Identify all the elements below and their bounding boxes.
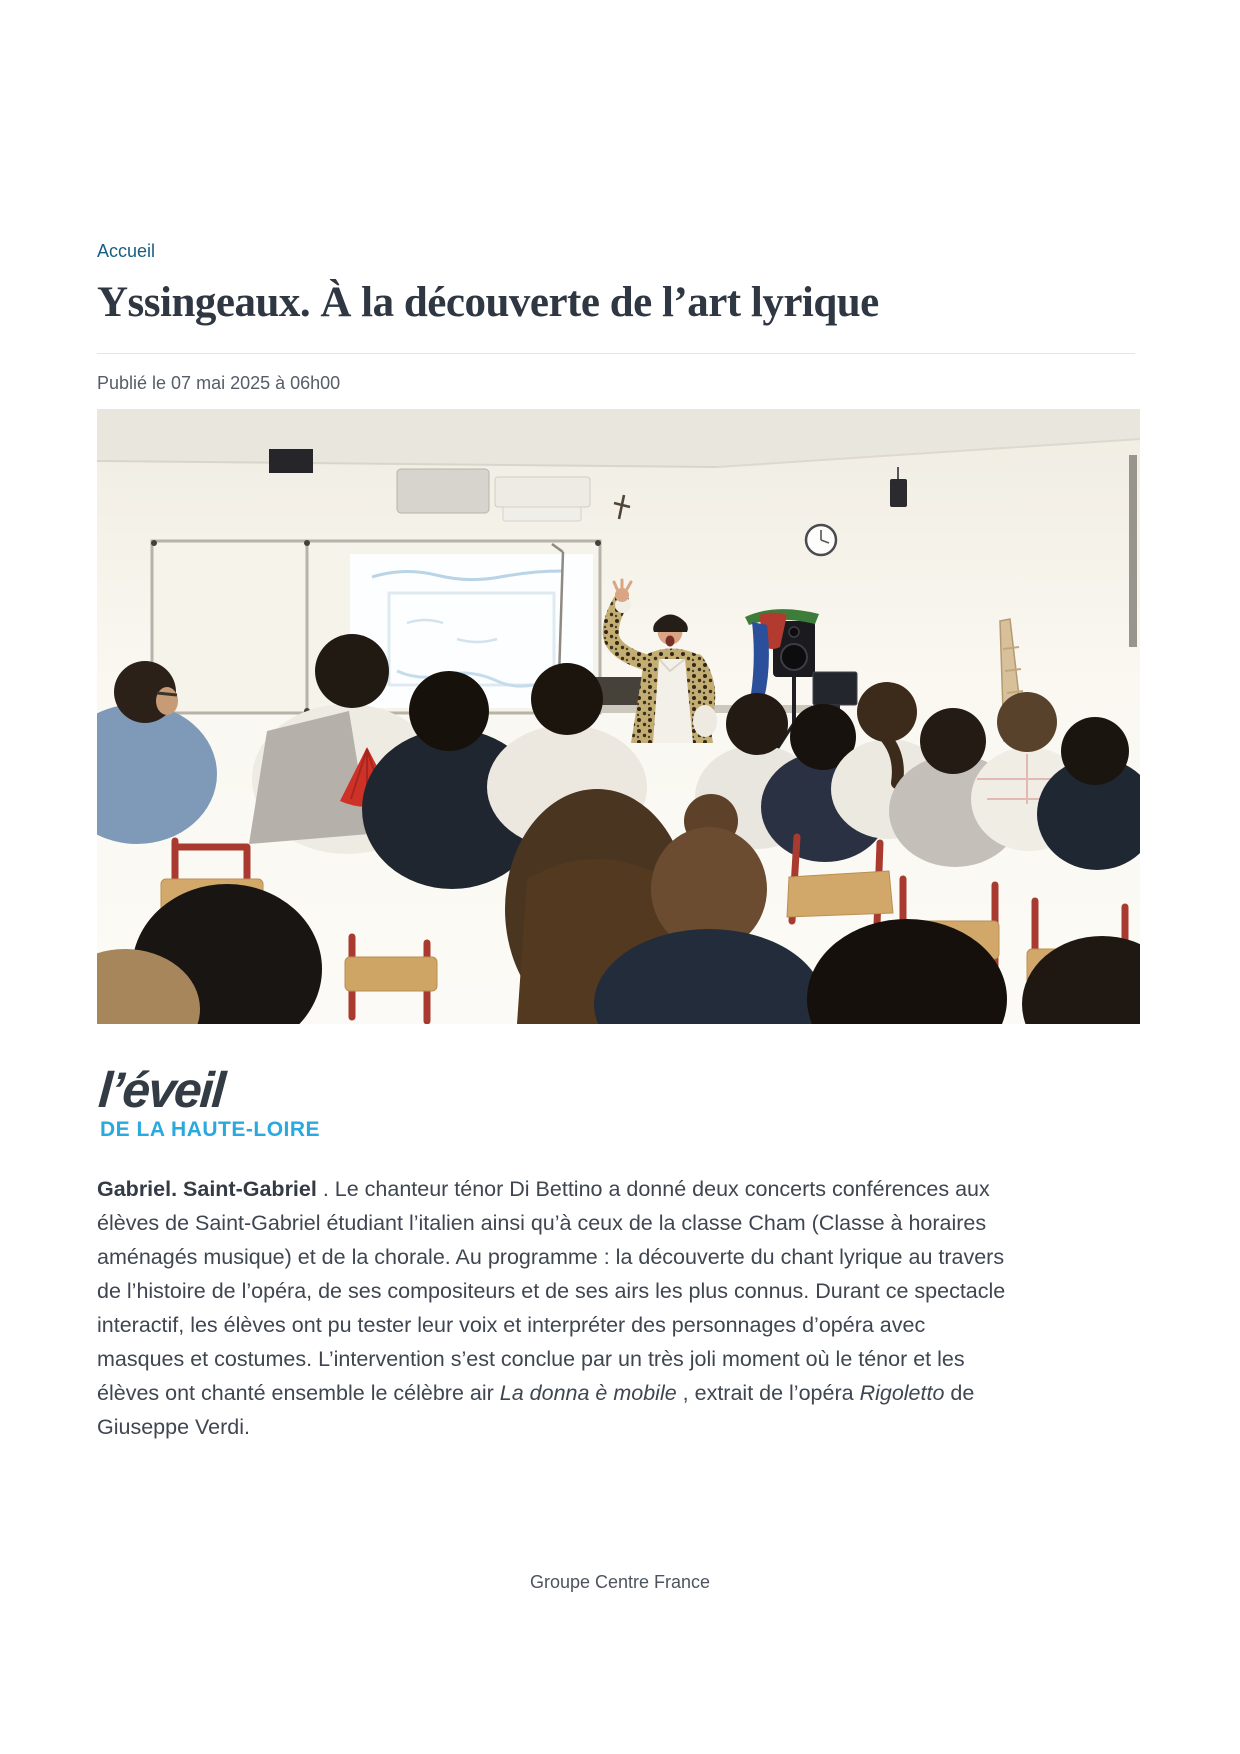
publisher-logo (96, 1062, 1143, 1142)
publisher-logo-name: l’éveil (96, 1062, 226, 1119)
title-divider (97, 353, 1135, 354)
opera-title: Rigoletto (859, 1381, 945, 1406)
opera-air-title: La donna è mobile (499, 1381, 677, 1406)
breadcrumb (97, 241, 1143, 262)
breadcrumb-home-link[interactable]: Accueil (97, 241, 156, 261)
published-date: Publié le 07 mai 2025 à 06h00 (97, 373, 341, 394)
site-footer (0, 1572, 1240, 1593)
article-lead: Gabriel. Saint-Gabriel (97, 1177, 317, 1202)
classroom-photo-illustration (97, 409, 1140, 1024)
article-text-2: , extrait de l’opéra (676, 1381, 860, 1406)
article-body (97, 1172, 1015, 1444)
article-photo (97, 409, 1140, 1024)
article-text-3: de Giuseppe Verdi. (97, 1381, 975, 1440)
footer-text: Groupe Centre France (529, 1572, 711, 1592)
article-page (97, 0, 1143, 1444)
publisher-logo-subtitle: DE LA HAUTE-LOIRE (100, 1118, 321, 1142)
page-title: Yssingeaux. À la découverte de l’art lyrique (97, 279, 879, 326)
article-text-1: . Le chanteur ténor Di Bettino a donné deux concerts conférences aux élèves de Saint-Gabriel étudiant l’italien ainsi qu’à ceux de la classe Cham (Classe à horaires aménagés musique) et de la chorale. Au programme : la découverte du chant lyrique au travers de l’histoire de l’opéra, de ses compositeurs et de ses airs les plus connus. Durant ce spectacle interactif, les élèves ont pu tester leur voix et interpréter des personnages d’opéra avec masques et costumes. L’intervention s’est conclue par un très joli moment où le ténor et les élèves ont chanté ensemble le célèbre air (97, 1177, 1006, 1406)
